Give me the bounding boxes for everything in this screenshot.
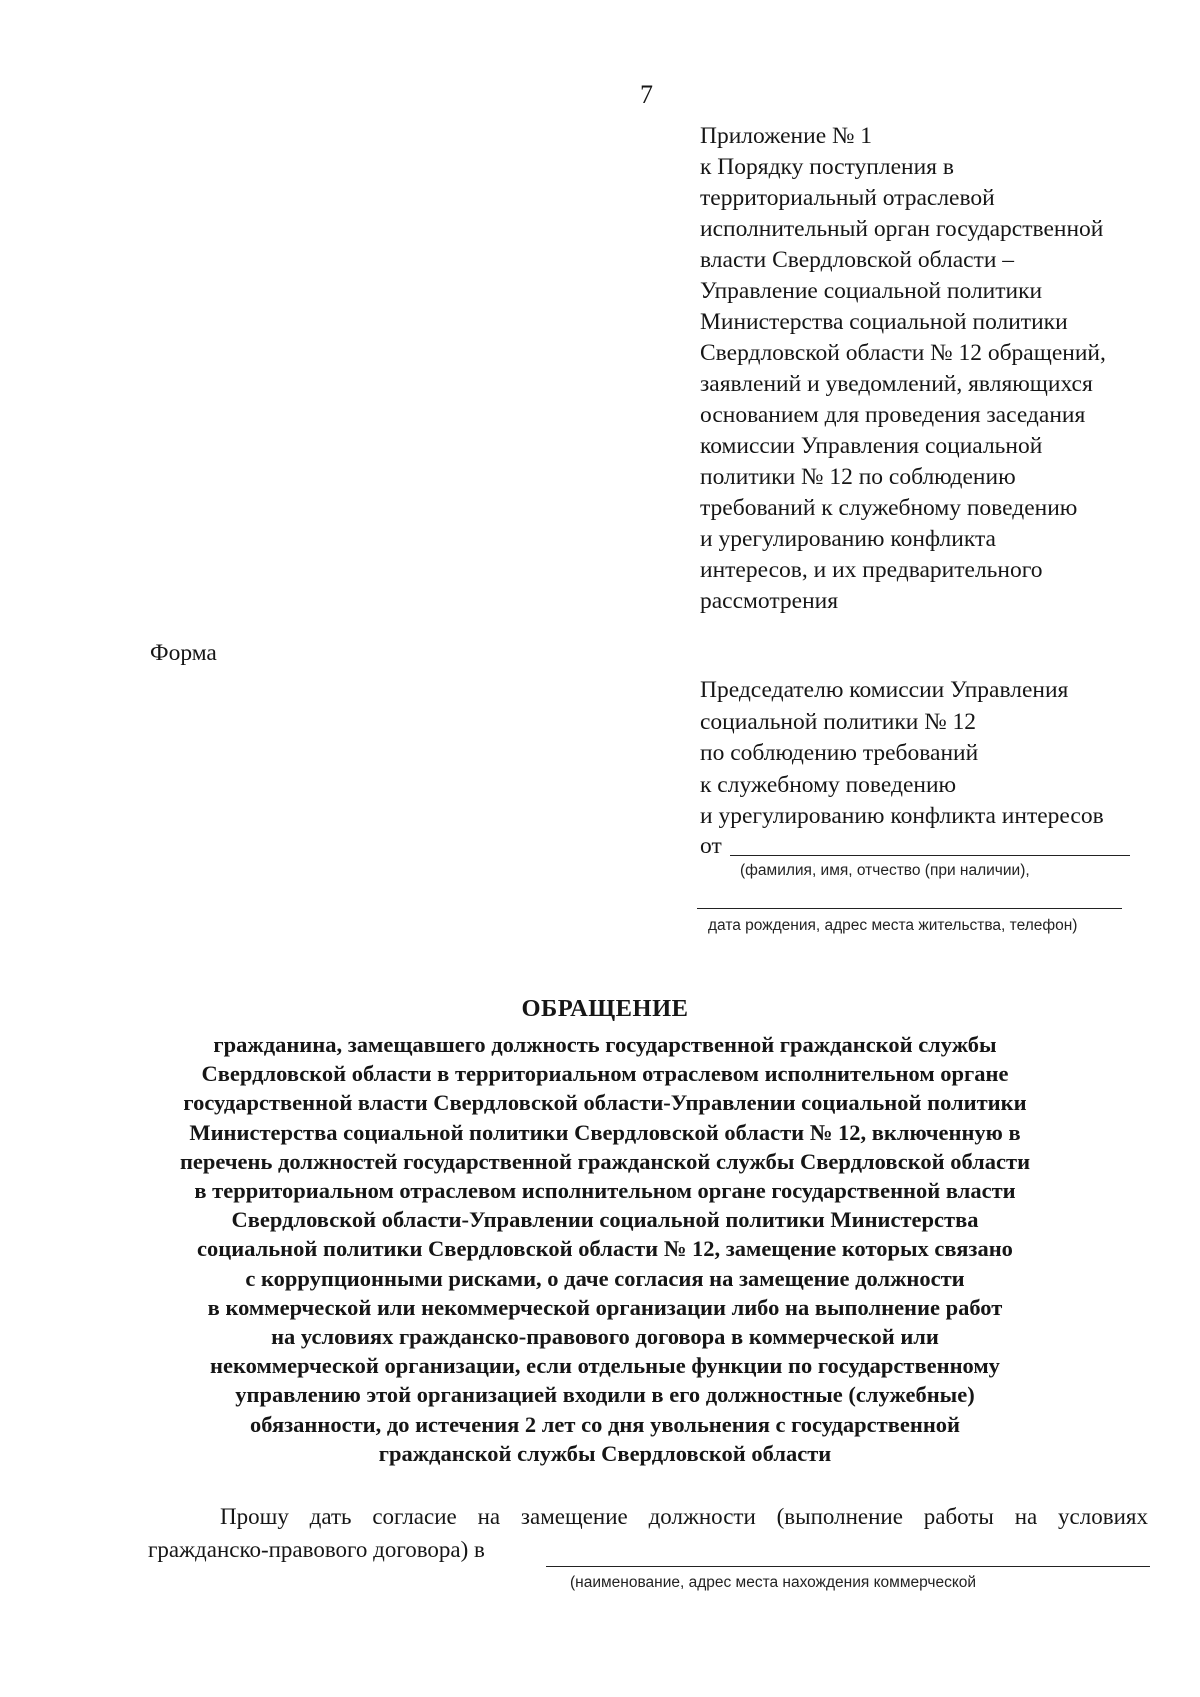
sender-name-caption: (фамилия, имя, отчество (при наличии), (740, 862, 1030, 879)
sender-details-field-line[interactable] (697, 908, 1122, 909)
document-subtitle: гражданина, замещавшего должность государственной гражданской службы Свердловской области в территориальном отраслевом исполнительном органе государственной власти Свердловской области-Управлении социальной политики Министерства социальной политики Свердловской области № 12, включенную в перечень должностей государственной гражданской службы Свердловской области в территориальном отраслевом исполнительном органе государственной власти Свердловской области-Управлении социальной политики Министерства социальной политики Свердловской области № 12, замещение которых связано с коррупционными рисками, о даче согласия на замещение должности в коммерческой или некоммерческой организации либо на выполнение работ на условиях гражданско-правового договора в коммерческой или некоммерческой организации, если отдельные функции по государственному управлению этой организацией входили в его должностные (служебные) обязанности, до истечения 2 лет со дня увольнения с государственной гражданской службы Свердловской области (179, 1032, 1031, 1466)
document-title: ОБРАЩЕНИЕ (521, 995, 689, 1022)
page-number: 7 (640, 80, 653, 109)
request-text-line-1: Прошу дать согласие на замещение должности (выполнение работы на условиях (220, 1504, 1148, 1529)
addressee-block: Председателю комиссии Управления социальной политики № 12 по соблюдению требований к служебному поведению и урегулированию конфликта интересов (700, 677, 1104, 829)
appendix-reference: Приложение № 1 к Порядку поступления в территориальный отраслевой исполнительный орган государственной власти Свердловской области – Управление социальной политики Министерства социальной политики Свердловской области № 12 обращений, заявлений и уведомлений, являющихся основанием для проведения заседания комиссии Управления социальной политики № 12 по соблюдению требований к служебному поведению и урегулированию конфликта интересов, и их предварительного рассмотрения (700, 123, 1106, 614)
sender-name-field-line[interactable] (730, 855, 1130, 856)
sender-details-caption: дата рождения, адрес места жительства, телефон) (708, 917, 1078, 934)
organization-caption: (наименование, адрес места нахождения коммерческой (570, 1574, 977, 1591)
from-label: от (700, 833, 722, 859)
request-text-line-2: гражданско-правового договора) в (148, 1537, 485, 1562)
organization-field-line[interactable] (546, 1566, 1150, 1567)
form-label: Форма (150, 640, 217, 666)
